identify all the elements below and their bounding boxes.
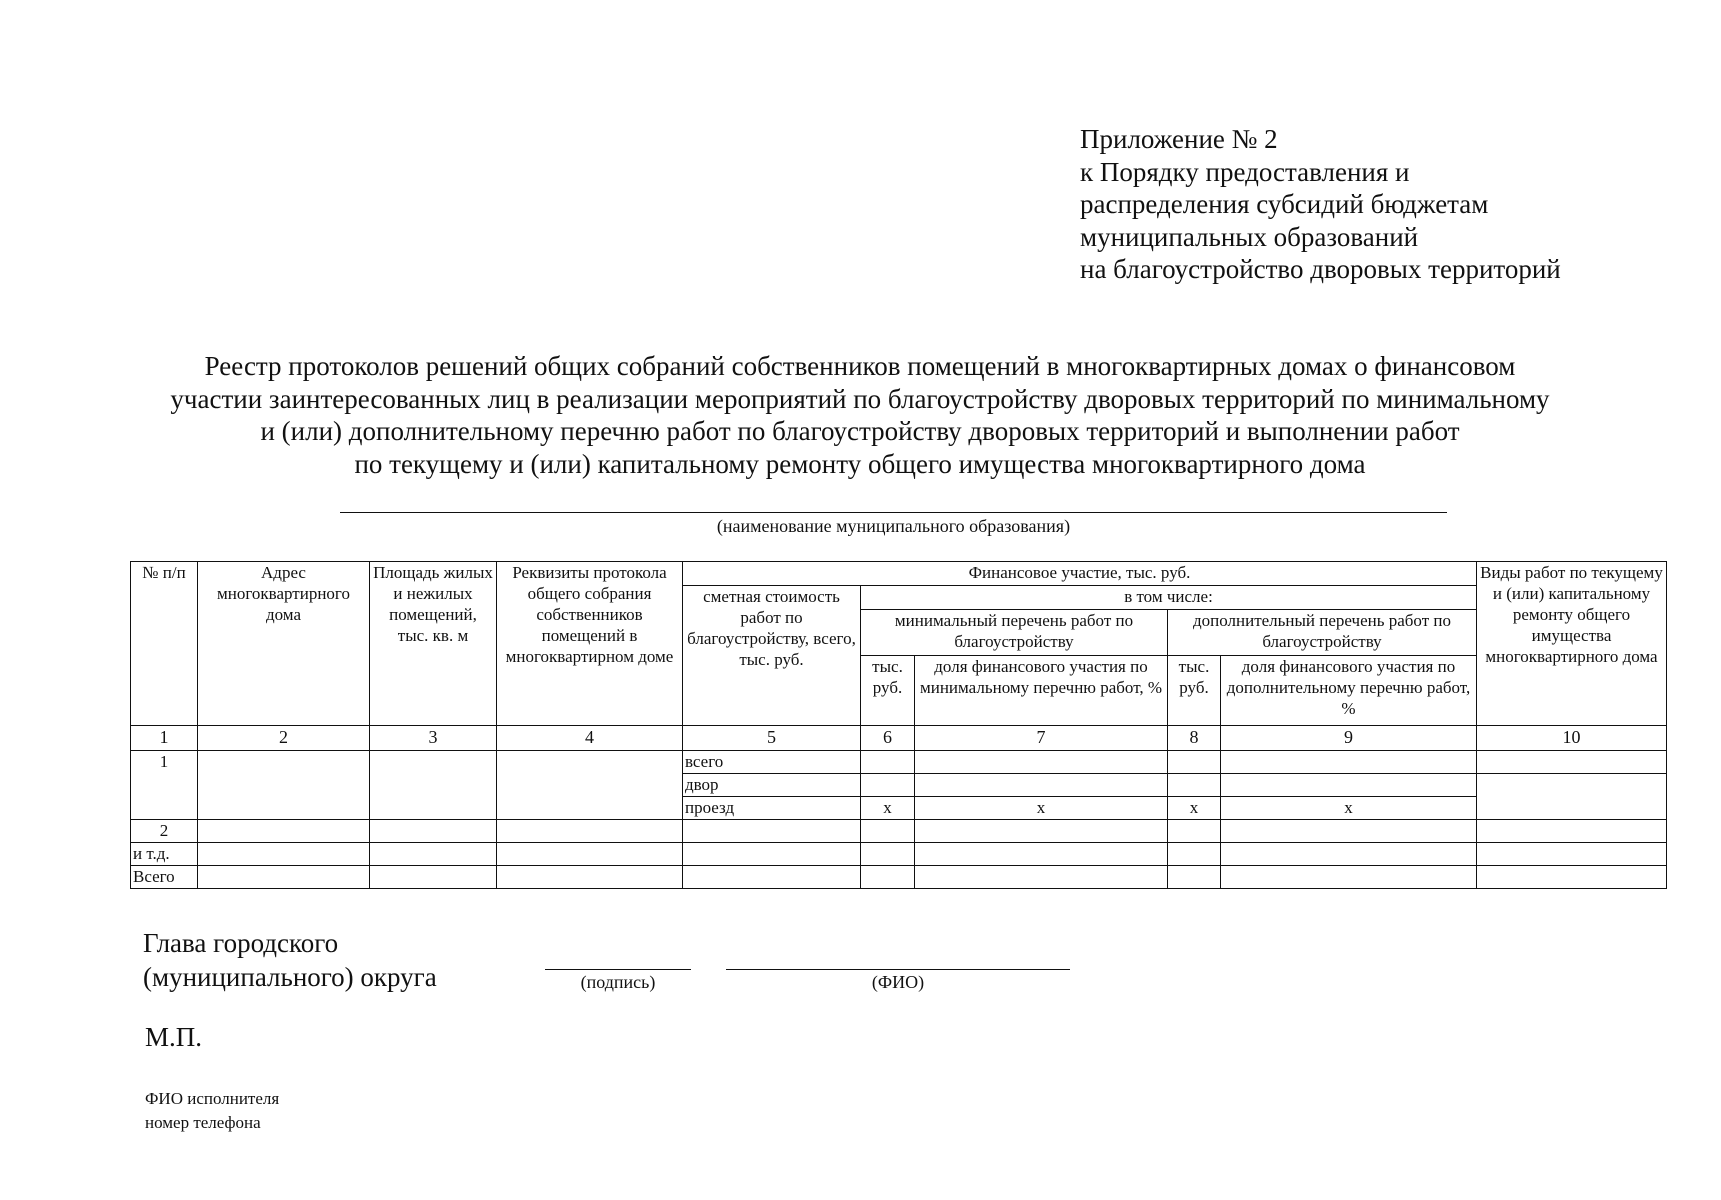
subrow-driveway-label: проезд [683, 797, 861, 820]
x-mark: х [1221, 797, 1477, 820]
cell [1221, 774, 1477, 797]
cell-protocol [497, 751, 683, 820]
cell [1168, 820, 1221, 843]
cell [1221, 820, 1477, 843]
cell [497, 843, 683, 866]
x-mark: х [1168, 797, 1221, 820]
header-min-thous-rub: тыс. руб. [861, 656, 915, 726]
row-total-label: Всего [131, 866, 198, 889]
executor-phone-label: номер телефона [145, 1113, 261, 1132]
cell-works [1477, 774, 1667, 820]
header-min-list: минимальный перечень работ по благоустройству [861, 610, 1168, 656]
appendix-line: на благоустройство дворовых территорий [1080, 254, 1561, 284]
name-line [726, 969, 1070, 970]
header-min-share: доля финансового участия по минимальному перечню работ, % [915, 656, 1168, 726]
executor-name-label: ФИО исполнителя [145, 1089, 280, 1108]
appendix-header [1080, 123, 1561, 286]
cell [198, 843, 370, 866]
column-number: 5 [683, 726, 861, 751]
stamp-place: М.П. [145, 1022, 203, 1052]
header-add-thous-rub: тыс. руб. [1168, 656, 1221, 726]
x-mark: х [915, 797, 1168, 820]
column-number: 2 [198, 726, 370, 751]
signature-caption: (подпись) [580, 972, 656, 992]
header-protocol: Реквизиты протокола общего собрания собственников помещений в многоквартирном доме [497, 562, 683, 726]
register-table [130, 561, 1667, 889]
document-title [120, 350, 1600, 480]
table-row [131, 751, 1667, 774]
cell [198, 866, 370, 889]
appendix-line: муниципальных образований [1080, 221, 1419, 252]
column-number: 6 [861, 726, 915, 751]
column-number: 9 [1221, 726, 1477, 751]
signature-line [545, 969, 691, 970]
cell [1168, 843, 1221, 866]
row-num: 1 [131, 751, 198, 820]
column-numbers-row [131, 726, 1667, 751]
cell [1477, 866, 1667, 889]
cell-works [1477, 751, 1667, 774]
table-row [131, 843, 1667, 866]
cell-address [198, 751, 370, 820]
title-line: по текущему и (или) капитальному ремонту общего имущества многоквартирного дома [354, 448, 1366, 479]
header-estimate: сметная стоимость работ по благоустройству, всего, тыс. руб. [683, 586, 861, 726]
title-line: и (или) дополнительному перечню работ по благоустройству дворовых территорий и выполнении работ [260, 416, 1460, 446]
column-number: 1 [131, 726, 198, 751]
subrow-total-label: всего [683, 751, 861, 774]
cell [497, 866, 683, 889]
cell [497, 820, 683, 843]
cell [861, 774, 915, 797]
head-official-title [143, 926, 437, 994]
column-number: 4 [497, 726, 683, 751]
table-row [131, 820, 1667, 843]
cell [861, 751, 915, 774]
column-number: 7 [915, 726, 1168, 751]
cell [683, 843, 861, 866]
cell [683, 866, 861, 889]
header-address: Адрес многоквартирного дома [198, 562, 370, 726]
head-line: (муниципального) округа [143, 962, 437, 992]
appendix-line: к Порядку предоставления и [1080, 156, 1410, 187]
cell [1168, 751, 1221, 774]
cell [1221, 866, 1477, 889]
cell [915, 866, 1168, 889]
header-works: Виды работ по текущему и (или) капитальному ремонту общего имущества многоквартирного дома [1477, 562, 1667, 726]
cell [370, 866, 497, 889]
appendix-line: Приложение № 2 [1080, 124, 1278, 154]
name-caption: (ФИО) [871, 972, 925, 992]
cell [1221, 751, 1477, 774]
cell [861, 843, 915, 866]
cell [861, 820, 915, 843]
header-area: Площадь жилых и нежилых помещений, тыс. кв. м [370, 562, 497, 726]
cell [370, 820, 497, 843]
header-add-share: доля финансового участия по дополнительному перечню работ, % [1221, 656, 1477, 726]
header-finance: Финансовое участие, тыс. руб. [683, 562, 1477, 586]
header-add-list: дополнительный перечень работ по благоустройству [1168, 610, 1477, 656]
cell [370, 843, 497, 866]
title-line: участии заинтересованных лиц в реализации мероприятий по благоустройству дворовых территорий по минимальному [170, 383, 1550, 414]
cell [1477, 820, 1667, 843]
cell-area [370, 751, 497, 820]
header-including: в том числе: [861, 586, 1477, 610]
executor-block [145, 1087, 279, 1135]
cell [915, 820, 1168, 843]
column-number: 3 [370, 726, 497, 751]
cell [1168, 774, 1221, 797]
municipality-fill-line [340, 512, 1447, 513]
cell [861, 866, 915, 889]
cell [1477, 843, 1667, 866]
column-number: 10 [1477, 726, 1667, 751]
table-row [131, 866, 1667, 889]
cell [1168, 866, 1221, 889]
cell [198, 820, 370, 843]
subrow-yard-label: двор [683, 774, 861, 797]
x-mark: х [861, 797, 915, 820]
cell [915, 774, 1168, 797]
cell [1221, 843, 1477, 866]
municipality-caption: (наименование муниципального образования) [716, 516, 1071, 536]
cell [915, 751, 1168, 774]
cell [915, 843, 1168, 866]
appendix-line: распределения субсидий бюджетам [1080, 189, 1489, 219]
column-number: 8 [1168, 726, 1221, 751]
head-line: Глава городского [143, 928, 339, 958]
row-etc-label: и т.д. [131, 843, 198, 866]
cell [683, 820, 861, 843]
header-num: № п/п [131, 562, 198, 726]
title-line: Реестр протоколов решений общих собраний собственников помещений в многоквартирных домах о финансовом [204, 351, 1516, 381]
row-num: 2 [131, 820, 198, 843]
